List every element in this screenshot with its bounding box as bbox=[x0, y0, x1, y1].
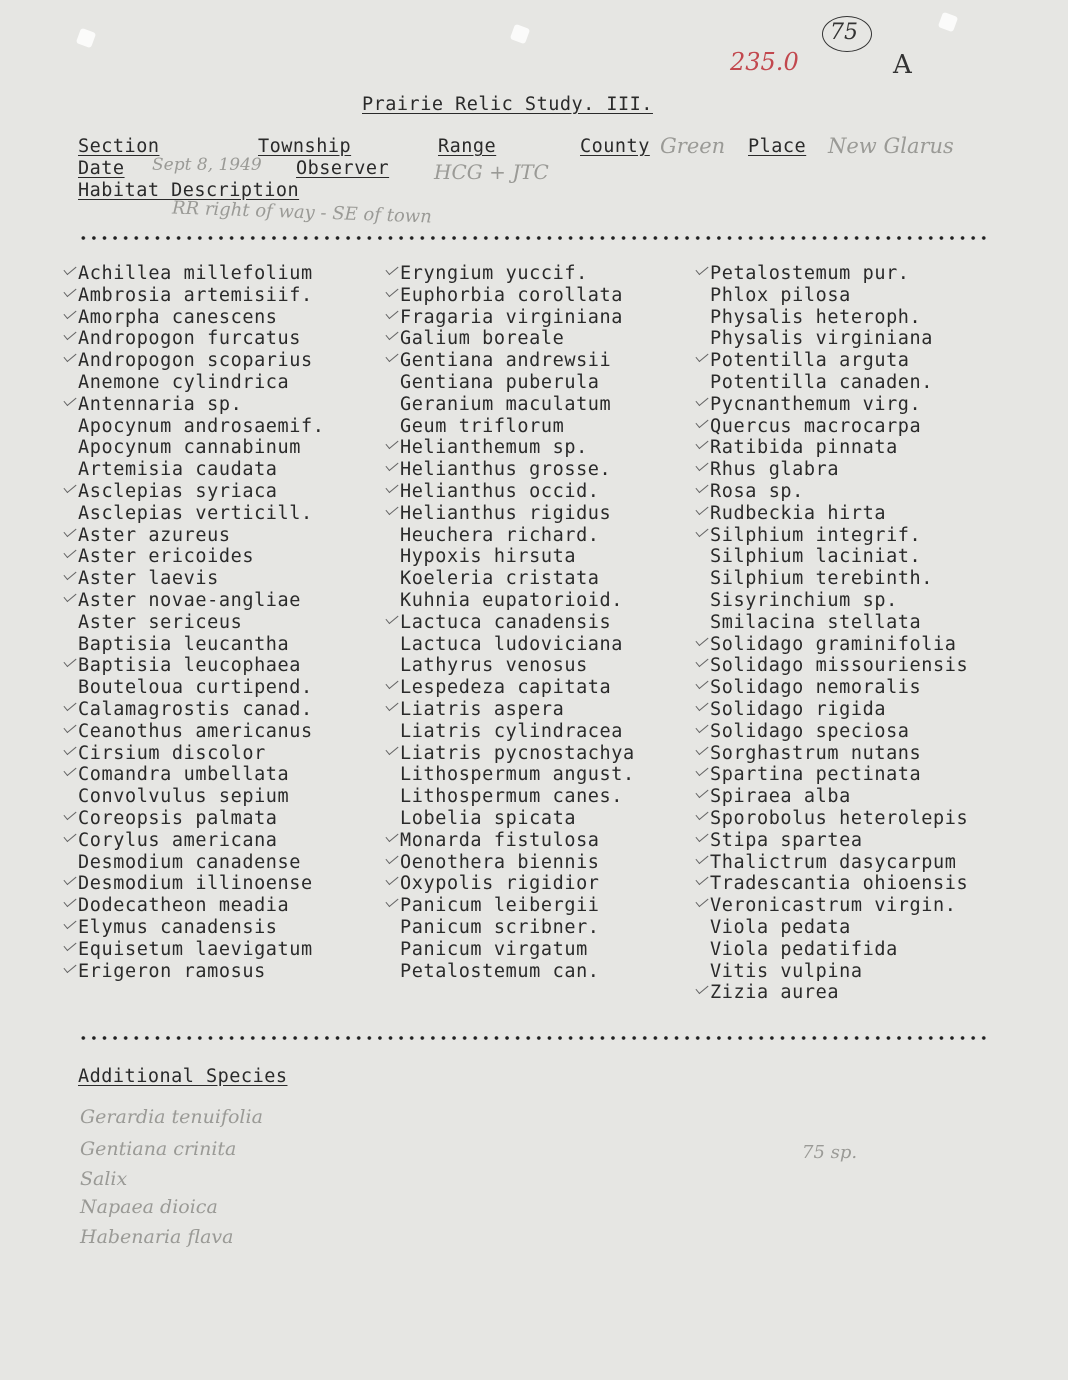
species-entry bbox=[400, 873, 635, 895]
species-entry bbox=[78, 525, 325, 547]
species-entry bbox=[400, 961, 635, 983]
species-name: Oenothera biennis bbox=[400, 851, 600, 873]
species-name: Zizia aurea bbox=[710, 982, 840, 1004]
species-name: Thalictrum dasycarpum bbox=[710, 851, 957, 873]
species-entry bbox=[400, 808, 635, 830]
species-name: Potentilla arguta bbox=[710, 350, 910, 372]
checkmark-icon bbox=[62, 568, 76, 582]
species-name: Rudbeckia hirta bbox=[710, 502, 887, 524]
species-name: Kuhnia eupatorioid. bbox=[400, 589, 624, 611]
checkmark-icon bbox=[694, 503, 708, 517]
species-name: Artemisia caudata bbox=[78, 459, 278, 481]
species-entry bbox=[78, 612, 325, 634]
dotted-divider bbox=[78, 1035, 990, 1041]
species-column-1 bbox=[78, 263, 325, 982]
species-name: Sorghastrum nutans bbox=[710, 742, 922, 764]
page-title: Prairie Relic Study. III. bbox=[362, 94, 653, 115]
species-name: Lathyrus venosus bbox=[400, 655, 588, 677]
species-name: Silphium laciniat. bbox=[710, 546, 922, 568]
species-name: Helianthus occid. bbox=[400, 480, 600, 502]
species-name: Bouteloua curtipend. bbox=[78, 677, 313, 699]
date-label: Date bbox=[78, 158, 125, 179]
species-name: Aster sericeus bbox=[78, 611, 243, 633]
checkmark-icon bbox=[62, 873, 76, 887]
checkmark-icon bbox=[694, 830, 708, 844]
species-entry bbox=[400, 677, 635, 699]
checkmark-icon bbox=[62, 481, 76, 495]
species-entry bbox=[710, 655, 968, 677]
species-entry bbox=[710, 721, 968, 743]
catalog-number: 235.0 bbox=[730, 48, 799, 76]
species-name: Antennaria sp. bbox=[78, 393, 243, 415]
species-name: Panicum virgatum bbox=[400, 938, 588, 960]
species-name: Achillea millefolium bbox=[78, 263, 313, 284]
checkmark-icon bbox=[62, 743, 76, 757]
additional-species-item: Gerardia tenuifolia bbox=[80, 1106, 263, 1128]
checkmark-icon bbox=[694, 873, 708, 887]
species-entry bbox=[78, 394, 325, 416]
species-entry bbox=[78, 503, 325, 525]
species-entry bbox=[710, 699, 968, 721]
species-name: Eryngium yuccif. bbox=[400, 263, 588, 284]
species-name: Elymus canadensis bbox=[78, 916, 278, 938]
species-entry bbox=[78, 307, 325, 329]
species-entry bbox=[400, 503, 635, 525]
species-entry bbox=[710, 437, 968, 459]
species-entry bbox=[710, 677, 968, 699]
species-name: Aster azureus bbox=[78, 524, 231, 546]
species-name: Euphorbia corollata bbox=[400, 284, 624, 306]
species-entry bbox=[710, 285, 968, 307]
species-name: Silphium terebinth. bbox=[710, 568, 934, 590]
species-entry bbox=[710, 481, 968, 503]
species-name: Geum triflorum bbox=[400, 415, 565, 437]
species-entry bbox=[78, 372, 325, 394]
species-entry bbox=[710, 743, 968, 765]
checkmark-icon bbox=[62, 328, 76, 342]
sheet-letter: A bbox=[893, 50, 912, 80]
checkmark-icon bbox=[62, 394, 76, 408]
species-name: Panicum scribner. bbox=[400, 916, 600, 938]
species-name: Solidago rigida bbox=[710, 698, 887, 720]
species-entry bbox=[710, 590, 968, 612]
species-entry bbox=[78, 263, 325, 285]
species-name: Spiraea alba bbox=[710, 786, 851, 808]
species-entry bbox=[78, 961, 325, 983]
species-entry bbox=[78, 786, 325, 808]
species-entry bbox=[710, 394, 968, 416]
species-name: Andropogon furcatus bbox=[78, 328, 302, 350]
species-name: Liatris cylindracea bbox=[400, 720, 624, 742]
checkmark-icon bbox=[384, 677, 398, 691]
checkmark-icon bbox=[694, 263, 708, 277]
species-name: Vitis vulpina bbox=[710, 960, 863, 982]
species-entry bbox=[400, 895, 635, 917]
species-entry bbox=[710, 416, 968, 438]
punch-hole bbox=[938, 12, 959, 33]
species-name: Lespedeza capitata bbox=[400, 677, 612, 699]
checkmark-icon bbox=[384, 699, 398, 713]
species-entry bbox=[78, 634, 325, 656]
species-name: Physalis virginiana bbox=[710, 328, 934, 350]
species-name: Phlox pilosa bbox=[710, 284, 851, 306]
checkmark-icon bbox=[384, 503, 398, 517]
species-entry bbox=[710, 961, 968, 983]
species-name: Geranium maculatum bbox=[400, 393, 612, 415]
checkmark-icon bbox=[694, 459, 708, 473]
species-name: Gentiana andrewsii bbox=[400, 350, 612, 372]
species-entry bbox=[400, 350, 635, 372]
checkmark-icon bbox=[384, 873, 398, 887]
species-name: Physalis heteroph. bbox=[710, 306, 922, 328]
checkmark-icon bbox=[694, 786, 708, 800]
habitat-value: RR right of way - SE of town bbox=[171, 197, 433, 228]
checkmark-icon bbox=[62, 307, 76, 321]
species-entry bbox=[400, 459, 635, 481]
species-entry bbox=[710, 612, 968, 634]
checkmark-icon bbox=[62, 546, 76, 560]
species-name: Lithospermum canes. bbox=[400, 786, 624, 808]
species-entry bbox=[710, 372, 968, 394]
checkmark-icon bbox=[694, 634, 708, 648]
species-entry bbox=[710, 808, 968, 830]
species-name: Oxypolis rigidior bbox=[400, 873, 600, 895]
species-name: Helianthus rigidus bbox=[400, 502, 612, 524]
additional-species-item: Napaea dioica bbox=[80, 1196, 218, 1218]
species-entry bbox=[78, 350, 325, 372]
species-name: Smilacina stellata bbox=[710, 611, 922, 633]
checkmark-icon bbox=[62, 699, 76, 713]
species-name: Hypoxis hirsuta bbox=[400, 546, 577, 568]
checkmark-icon bbox=[694, 481, 708, 495]
species-entry bbox=[400, 546, 635, 568]
species-entry bbox=[78, 895, 325, 917]
checkmark-icon bbox=[694, 416, 708, 430]
species-name: Viola pedatifida bbox=[710, 938, 898, 960]
township-label: Township bbox=[258, 136, 352, 157]
checkmark-icon bbox=[384, 743, 398, 757]
species-name: Galium boreale bbox=[400, 328, 565, 350]
species-name: Equisetum laevigatum bbox=[78, 938, 313, 960]
species-name: Baptisia leucantha bbox=[78, 633, 290, 655]
species-entry bbox=[78, 917, 325, 939]
checkmark-icon bbox=[384, 328, 398, 342]
county-value: Green bbox=[660, 134, 726, 158]
checkmark-icon bbox=[694, 350, 708, 364]
checkmark-icon bbox=[694, 982, 708, 996]
species-name: Dodecatheon meadia bbox=[78, 895, 290, 917]
checkmark-icon bbox=[62, 350, 76, 364]
checkmark-icon bbox=[62, 830, 76, 844]
species-entry bbox=[710, 852, 968, 874]
punch-hole bbox=[76, 28, 97, 49]
additional-species-item: Habenaria flava bbox=[80, 1226, 234, 1248]
species-entry bbox=[400, 852, 635, 874]
species-entry bbox=[78, 459, 325, 481]
species-entry bbox=[400, 721, 635, 743]
checkmark-icon bbox=[694, 852, 708, 866]
species-entry bbox=[400, 764, 635, 786]
date-value: Sept 8, 1949 bbox=[152, 155, 262, 175]
species-column-3 bbox=[710, 263, 968, 1004]
species-name: Desmodium illinoense bbox=[78, 873, 313, 895]
species-name: Tradescantia ohioensis bbox=[710, 873, 969, 895]
species-count-note: 75 sp. bbox=[802, 1142, 858, 1163]
species-name: Desmodium canadense bbox=[78, 851, 302, 873]
species-entry bbox=[710, 982, 968, 1004]
species-entry bbox=[400, 917, 635, 939]
species-name: Solidago graminifolia bbox=[710, 633, 957, 655]
checkmark-icon bbox=[62, 655, 76, 669]
checkmark-icon bbox=[384, 830, 398, 844]
species-name: Rosa sp. bbox=[710, 480, 804, 502]
checkmark-icon bbox=[62, 808, 76, 822]
species-name: Solidago nemoralis bbox=[710, 677, 922, 699]
species-name: Petalostemum pur. bbox=[710, 263, 910, 284]
species-entry bbox=[400, 394, 635, 416]
species-entry bbox=[400, 481, 635, 503]
species-name: Potentilla canaden. bbox=[710, 371, 934, 393]
species-entry bbox=[400, 786, 635, 808]
species-entry bbox=[710, 895, 968, 917]
species-name: Petalostemum can. bbox=[400, 960, 600, 982]
species-entry bbox=[400, 263, 635, 285]
species-entry bbox=[400, 634, 635, 656]
range-label: Range bbox=[438, 136, 497, 157]
checkmark-icon bbox=[694, 808, 708, 822]
checkmark-icon bbox=[62, 895, 76, 909]
checkmark-icon bbox=[384, 852, 398, 866]
species-entry bbox=[400, 416, 635, 438]
species-name: Monarda fistulosa bbox=[400, 829, 600, 851]
species-entry bbox=[710, 546, 968, 568]
checkmark-icon bbox=[384, 307, 398, 321]
species-entry bbox=[78, 743, 325, 765]
checkmark-icon bbox=[384, 285, 398, 299]
species-name: Lactuca canadensis bbox=[400, 611, 612, 633]
species-entry bbox=[78, 328, 325, 350]
species-entry bbox=[710, 350, 968, 372]
species-name: Quercus macrocarpa bbox=[710, 415, 922, 437]
checkmark-icon bbox=[62, 764, 76, 778]
species-entry bbox=[78, 437, 325, 459]
species-entry bbox=[78, 808, 325, 830]
species-entry bbox=[78, 655, 325, 677]
species-name: Silphium integrif. bbox=[710, 524, 922, 546]
checkmark-icon bbox=[694, 743, 708, 757]
checkmark-icon bbox=[694, 525, 708, 539]
species-entry bbox=[710, 263, 968, 285]
species-name: Solidago missouriensis bbox=[710, 655, 969, 677]
species-entry bbox=[78, 568, 325, 590]
checkmark-icon bbox=[62, 525, 76, 539]
checkmark-icon bbox=[62, 917, 76, 931]
species-entry bbox=[710, 873, 968, 895]
species-name: Pycnanthemum virg. bbox=[710, 393, 922, 415]
species-name: Anemone cylindrica bbox=[78, 371, 290, 393]
species-name: Coreopsis palmata bbox=[78, 807, 278, 829]
observer-value: HCG + JTC bbox=[434, 160, 549, 184]
page-number: 75 bbox=[830, 20, 858, 45]
species-entry bbox=[710, 568, 968, 590]
checkmark-icon bbox=[384, 350, 398, 364]
species-name: Helianthus grosse. bbox=[400, 459, 612, 481]
species-name: Lobelia spicata bbox=[400, 807, 577, 829]
species-name: Helianthemum sp. bbox=[400, 437, 588, 459]
checkmark-icon bbox=[384, 895, 398, 909]
checkmark-icon bbox=[384, 459, 398, 473]
species-entry bbox=[78, 416, 325, 438]
additional-species-item: Salix bbox=[80, 1168, 128, 1190]
species-entry bbox=[400, 655, 635, 677]
species-column-2 bbox=[400, 263, 635, 982]
species-entry bbox=[78, 939, 325, 961]
species-name: Asclepias syriaca bbox=[78, 480, 278, 502]
species-entry bbox=[400, 743, 635, 765]
species-entry bbox=[710, 525, 968, 547]
species-name: Erigeron ramosus bbox=[78, 960, 266, 982]
species-name: Ceanothus americanus bbox=[78, 720, 313, 742]
checkmark-icon bbox=[694, 895, 708, 909]
species-name: Apocynum androsaemif. bbox=[78, 415, 325, 437]
species-entry bbox=[78, 481, 325, 503]
species-entry bbox=[400, 590, 635, 612]
species-entry bbox=[710, 503, 968, 525]
species-name: Comandra umbellata bbox=[78, 764, 290, 786]
section-label: Section bbox=[78, 136, 160, 157]
checkmark-icon bbox=[62, 721, 76, 735]
species-entry bbox=[78, 590, 325, 612]
species-entry bbox=[400, 372, 635, 394]
species-name: Veronicastrum virgin. bbox=[710, 895, 957, 917]
county-label: County bbox=[580, 136, 650, 157]
species-entry bbox=[710, 459, 968, 481]
species-name: Apocynum cannabinum bbox=[78, 437, 302, 459]
species-entry bbox=[400, 285, 635, 307]
species-name: Aster ericoides bbox=[78, 546, 255, 568]
checkmark-icon bbox=[62, 939, 76, 953]
species-name: Sisyrinchium sp. bbox=[710, 589, 898, 611]
species-name: Liatris pycnostachya bbox=[400, 742, 635, 764]
species-name: Baptisia leucophaea bbox=[78, 655, 302, 677]
species-entry bbox=[400, 568, 635, 590]
checkmark-icon bbox=[384, 481, 398, 495]
species-name: Aster laevis bbox=[78, 568, 219, 590]
species-name: Fragaria virginiana bbox=[400, 306, 624, 328]
species-name: Lactuca ludoviciana bbox=[400, 633, 624, 655]
species-entry bbox=[710, 917, 968, 939]
species-entry bbox=[78, 546, 325, 568]
checkmark-icon bbox=[384, 612, 398, 626]
species-name: Rhus glabra bbox=[710, 459, 840, 481]
species-name: Aster novae-angliae bbox=[78, 589, 302, 611]
species-entry bbox=[710, 764, 968, 786]
species-name: Convolvulus sepium bbox=[78, 786, 290, 808]
checkmark-icon bbox=[694, 764, 708, 778]
species-entry bbox=[710, 307, 968, 329]
checkmark-icon bbox=[384, 437, 398, 451]
species-entry bbox=[400, 437, 635, 459]
additional-species-item: Gentiana crinita bbox=[80, 1138, 237, 1160]
checkmark-icon bbox=[62, 961, 76, 975]
checkmark-icon bbox=[694, 437, 708, 451]
species-entry bbox=[400, 525, 635, 547]
habitat-label: Habitat Description bbox=[78, 180, 300, 201]
species-name: Heuchera richard. bbox=[400, 524, 600, 546]
species-entry bbox=[78, 721, 325, 743]
checkmark-icon bbox=[62, 263, 76, 277]
species-entry bbox=[78, 852, 325, 874]
species-name: Calamagrostis canad. bbox=[78, 698, 313, 720]
species-name: Andropogon scoparius bbox=[78, 350, 313, 372]
species-name: Ratibida pinnata bbox=[710, 437, 898, 459]
species-name: Cirsium discolor bbox=[78, 742, 266, 764]
species-entry bbox=[78, 873, 325, 895]
checkmark-icon bbox=[384, 263, 398, 277]
species-entry bbox=[78, 699, 325, 721]
species-entry bbox=[78, 285, 325, 307]
species-name: Lithospermum angust. bbox=[400, 764, 635, 786]
dotted-divider bbox=[78, 235, 990, 241]
species-entry bbox=[710, 634, 968, 656]
species-entry bbox=[78, 830, 325, 852]
species-name: Corylus americana bbox=[78, 829, 278, 851]
checkmark-icon bbox=[694, 721, 708, 735]
species-name: Ambrosia artemisiif. bbox=[78, 284, 313, 306]
species-entry bbox=[400, 939, 635, 961]
checkmark-icon bbox=[694, 655, 708, 669]
checkmark-icon bbox=[694, 677, 708, 691]
place-value: New Glarus bbox=[828, 134, 954, 158]
species-name: Stipa spartea bbox=[710, 829, 863, 851]
species-name: Viola pedata bbox=[710, 916, 851, 938]
species-name: Gentiana puberula bbox=[400, 371, 600, 393]
observer-label: Observer bbox=[296, 158, 390, 179]
species-name: Koeleria cristata bbox=[400, 568, 600, 590]
species-entry bbox=[710, 328, 968, 350]
species-name: Solidago speciosa bbox=[710, 720, 910, 742]
checkmark-icon bbox=[62, 285, 76, 299]
species-name: Amorpha canescens bbox=[78, 306, 278, 328]
checkmark-icon bbox=[62, 590, 76, 604]
species-entry bbox=[710, 830, 968, 852]
species-entry bbox=[400, 328, 635, 350]
punch-hole bbox=[510, 24, 531, 45]
species-entry bbox=[400, 307, 635, 329]
species-name: Panicum leibergii bbox=[400, 895, 600, 917]
checkmark-icon bbox=[694, 699, 708, 713]
species-entry bbox=[78, 764, 325, 786]
species-entry bbox=[710, 786, 968, 808]
species-entry bbox=[78, 677, 325, 699]
species-name: Asclepias verticill. bbox=[78, 502, 313, 524]
species-entry bbox=[710, 939, 968, 961]
species-entry bbox=[400, 612, 635, 634]
species-entry bbox=[400, 830, 635, 852]
species-entry bbox=[400, 699, 635, 721]
checkmark-icon bbox=[694, 394, 708, 408]
place-label: Place bbox=[748, 136, 807, 157]
species-name: Liatris aspera bbox=[400, 698, 565, 720]
species-name: Spartina pectinata bbox=[710, 764, 922, 786]
additional-species-label: Additional Species bbox=[78, 1066, 288, 1087]
species-name: Sporobolus heterolepis bbox=[710, 807, 969, 829]
